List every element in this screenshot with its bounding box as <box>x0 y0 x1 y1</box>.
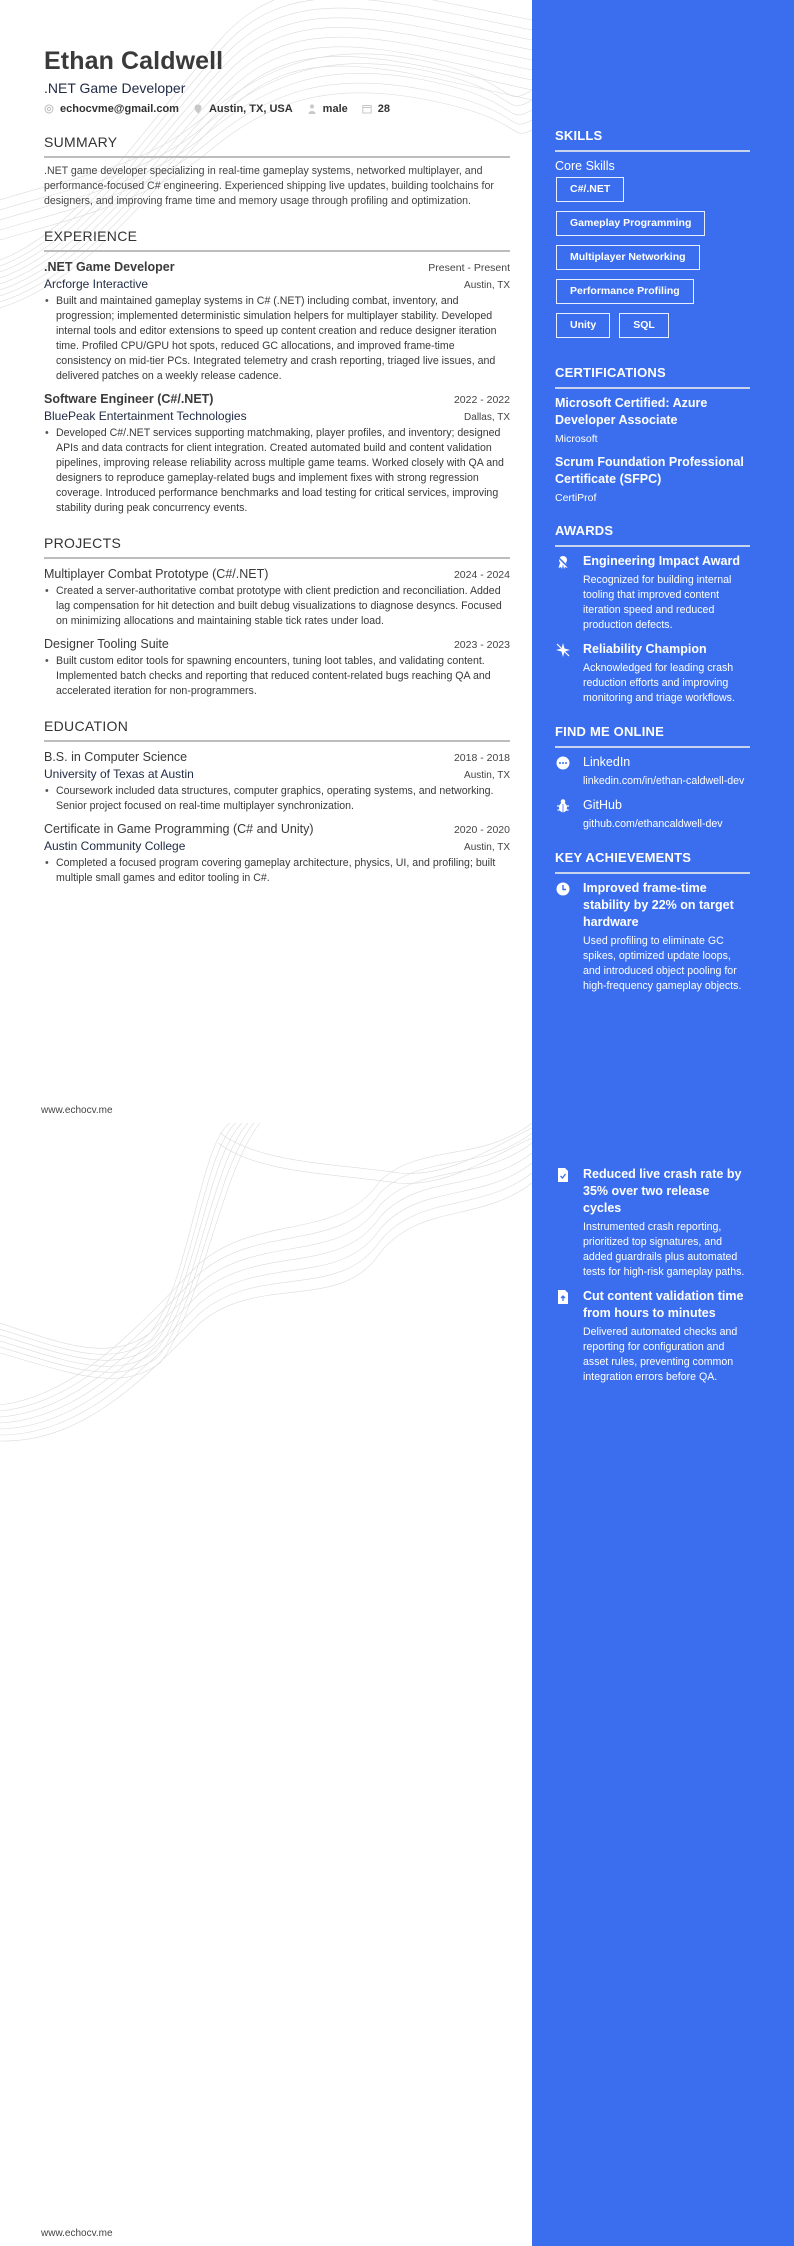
wave-decoration <box>0 1123 532 2246</box>
skill-chip: C#/.NET <box>556 177 624 202</box>
skill-chip: Performance Profiling <box>556 279 694 304</box>
award-description: Recognized for building internal tooling that improved content iteration speed and reduced production defects. <box>583 574 732 631</box>
certification-issuer: CertiProf <box>555 492 597 504</box>
achievements-section <box>555 850 750 994</box>
job-dates: 2022 - 2022 <box>453 394 510 406</box>
skills-heading: SKILLS <box>555 128 603 143</box>
skill-chip: Unity <box>556 313 610 338</box>
sidebar-continued <box>555 1160 750 1385</box>
achievements-heading: KEY ACHIEVEMENTS <box>555 850 692 865</box>
project-title: Multiplayer Combat Prototype (C#/.NET) <box>44 567 269 581</box>
award-item <box>555 641 750 706</box>
divider <box>555 150 750 152</box>
skills-chips <box>555 177 750 347</box>
certification-name: Scrum Foundation Professional Certificate (SFPC) <box>555 455 744 486</box>
divider <box>555 872 750 874</box>
achievement-item <box>555 880 750 994</box>
contact-age: 28 <box>362 103 390 115</box>
achievement-title: Reduced live crash rate by 35% over two release cycles <box>583 1167 742 1215</box>
contact-row <box>44 103 510 115</box>
skills-section <box>555 128 750 347</box>
footer-site: www.echocv.me <box>41 2228 113 2239</box>
award-title: Reliability Champion <box>583 642 707 656</box>
skill-chip: Gameplay Programming <box>556 211 705 236</box>
sidebar <box>555 128 750 1012</box>
company-name: Arcforge Interactive <box>44 277 149 291</box>
online-url[interactable]: linkedin.com/in/ethan-caldwell-dev <box>583 775 745 787</box>
achievement-description: Used profiling to eliminate GC spikes, optimized update loops, and introduced object pooling for high-frequency gameplay objects. <box>583 935 742 992</box>
school-name: University of Texas at Austin <box>44 767 194 781</box>
online-heading: FIND ME ONLINE <box>555 724 664 739</box>
education-bullet: • Completed a focused program covering gameplay architecture, physics, UI, and profiling; built multiple small games and editor tooling in C#. <box>44 856 510 886</box>
school-name: Austin Community College <box>44 839 186 853</box>
skill-chip: Multiplayer Networking <box>556 245 700 270</box>
project-bullet: • Created a server-authoritative combat prototype with client prediction and reconciliation. Added lag compensation for hit detection and built debug visualizations to diagnose desyncs. Focused on minimizing allocations and maintaining stable tick rates under load. <box>44 584 510 629</box>
education-bullet: • Coursework included data structures, computer graphics, operating systems, and networking. Senior project focused on real-time multiplayer synchronization. <box>44 784 510 814</box>
divider <box>555 387 750 389</box>
job-dates: Present - Present <box>428 262 510 274</box>
education-dates: 2020 - 2020 <box>453 824 510 836</box>
achievement-description: Delivered automated checks and reporting for configuration and asset rules, preventing common integration errors before QA. <box>583 1326 738 1383</box>
online-section <box>555 724 750 832</box>
certification-name: Microsoft Certified: Azure Developer Associate <box>555 396 708 427</box>
at-icon <box>44 104 54 114</box>
project-title: Designer Tooling Suite <box>44 637 169 651</box>
skill-chip: SQL <box>619 313 669 338</box>
divider <box>555 545 750 547</box>
clock-icon <box>555 881 571 897</box>
award-item <box>555 553 750 633</box>
certifications-section <box>555 365 750 505</box>
certifications-heading: CERTIFICATIONS <box>555 365 666 380</box>
online-item[interactable] <box>555 797 750 832</box>
experience-entry <box>44 390 510 516</box>
project-dates: 2024 - 2024 <box>453 569 510 581</box>
contact-location: Austin, TX, USA <box>193 103 293 115</box>
awards-heading: AWARDS <box>555 523 614 538</box>
online-label: LinkedIn <box>583 755 631 769</box>
education-entry <box>44 748 510 814</box>
degree: B.S. in Computer Science <box>44 750 188 764</box>
online-url[interactable]: github.com/ethancaldwell-dev <box>583 818 723 830</box>
candidate-title: .NET Game Developer <box>44 80 186 96</box>
document-upload-icon <box>555 1289 571 1305</box>
summary-heading: SUMMARY <box>44 134 118 150</box>
education-entry <box>44 820 510 886</box>
company-name: BluePeak Entertainment Technologies <box>44 409 247 423</box>
divider <box>555 746 750 748</box>
job-bullet: • Built and maintained gameplay systems in C# (.NET) including combat, inventory, and progression; implemented deterministic simulation helpers for multiplayer stability. Developed internal tools and editor extensions to speed up content creation and reduce designer iteration time. Profiled CPU/GPU hot spots, reduced GC allocations, and improved frame-time consistency on mid-tier PCs. Integrated telemetry and crash reporting, triaged live issues, and delivered patches on a weekly release cadence. <box>44 294 510 384</box>
awards-section <box>555 523 750 706</box>
project-entry <box>44 635 510 699</box>
contact-gender: male <box>307 103 348 115</box>
experience-entry <box>44 258 510 384</box>
candidate-name: Ethan Caldwell <box>44 47 224 75</box>
location-pin-icon <box>193 104 203 114</box>
main-column <box>44 46 510 886</box>
skills-group-label: Core Skills <box>555 159 615 173</box>
achievement-item <box>555 1288 750 1385</box>
job-bullet: • Developed C#/.NET services supporting matchmaking, player profiles, and inventory; designed APIs and data contracts for client integration. Created automated build and content validation pipelines, improving release reliability across multiple game teams. Worked closely with QA and designers to reproduce gameplay-related bugs and implement fixes with strong regression coverage. Introduced performance benchmarks and load testing for critical services, improving stability during peak concurrency events. <box>44 426 510 516</box>
divider <box>44 250 510 252</box>
school-location: Austin, TX <box>464 842 510 853</box>
award-title: Engineering Impact Award <box>583 554 740 568</box>
project-bullet: • Built custom editor tools for spawning encounters, tuning loot tables, and validating content. Implemented batch checks and reporting that reduced content-related bugs reaching QA and accelerated iteration for non-programmers. <box>44 654 510 699</box>
experience-heading: EXPERIENCE <box>44 228 138 244</box>
document-check-icon <box>555 1167 571 1183</box>
calendar-icon <box>362 104 372 114</box>
online-item[interactable] <box>555 754 750 789</box>
person-icon <box>307 104 317 114</box>
linkedin-icon <box>555 755 571 771</box>
projects-heading: PROJECTS <box>44 535 122 551</box>
project-dates: 2023 - 2023 <box>453 639 510 651</box>
job-title: .NET Game Developer <box>44 260 175 274</box>
job-location: Dallas, TX <box>464 412 510 423</box>
achievement-description: Instrumented crash reporting, prioritized top signatures, and added guardrails plus automated tests for high-risk gameplay paths. <box>583 1221 745 1278</box>
award-description: Acknowledged for leading crash reduction efforts and improving monitoring and triage workflows. <box>583 662 735 704</box>
divider <box>44 740 510 742</box>
award-ribbon-icon <box>555 554 571 570</box>
sparkle-icon <box>555 642 571 658</box>
school-location: Austin, TX <box>464 770 510 781</box>
achievement-title: Improved frame-time stability by 22% on target hardware <box>583 881 734 929</box>
resume-page-2 <box>0 1123 794 2246</box>
achievement-title: Cut content validation time from hours to minutes <box>583 1289 744 1320</box>
job-title: Software Engineer (C#/.NET) <box>44 392 214 406</box>
online-label: GitHub <box>583 798 622 812</box>
education-heading: EDUCATION <box>44 718 129 734</box>
github-icon <box>555 798 571 814</box>
contact-email[interactable]: echocvme@gmail.com <box>44 103 179 115</box>
education-dates: 2018 - 2018 <box>453 752 510 764</box>
footer-site: www.echocv.me <box>41 1105 113 1116</box>
achievement-item <box>555 1166 750 1280</box>
project-entry <box>44 565 510 629</box>
divider <box>44 557 510 559</box>
degree: Certificate in Game Programming (C# and Unity) <box>44 822 314 836</box>
divider <box>44 156 510 158</box>
job-location: Austin, TX <box>464 280 510 291</box>
certification-issuer: Microsoft <box>555 433 598 445</box>
summary-text: .NET game developer specializing in real-time gameplay systems, networked multiplayer, and performance-focused C# engineering. Experienced shipping live updates, building toolchains for designers, and improving frame time and memory usage through profiling and optimization. <box>44 165 494 207</box>
